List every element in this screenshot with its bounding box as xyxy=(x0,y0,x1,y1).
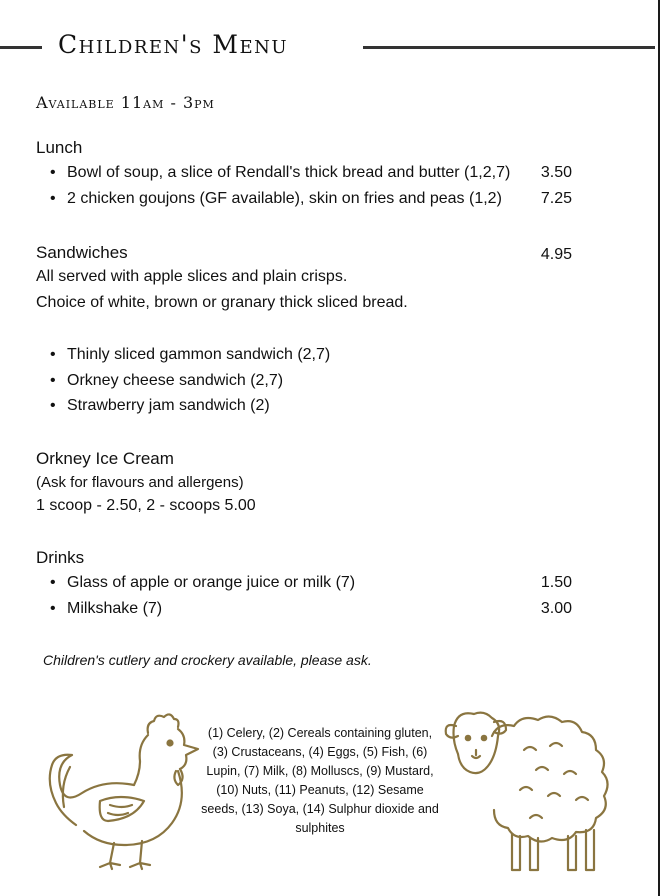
lunch-item-price: 7.25 xyxy=(540,190,572,207)
icecream-prices: 1 scoop - 2.50, 2 - scoops 5.00 xyxy=(36,497,256,514)
sandwiches-description: All served with apple slices and plain crisps. xyxy=(36,268,348,285)
title-rule-right xyxy=(363,46,655,49)
icecream-heading: Orkney Ice Cream xyxy=(36,449,174,468)
drink-item-price: 1.50 xyxy=(540,574,572,591)
drinks-heading: Drinks xyxy=(36,548,85,567)
sandwiches-price: 4.95 xyxy=(540,246,572,263)
lunch-item: • 2 chicken goujons (GF available), skin on fries and peas (1,2) xyxy=(50,190,502,207)
drink-item: • Glass of apple or orange juice or milk (7) xyxy=(50,574,356,591)
drink-item: • Milkshake (7) xyxy=(50,600,163,617)
allergen-line: (3) Crustaceans, (4) Eggs, (5) Fish, (6) xyxy=(212,745,428,759)
sandwiches-bread-choice: Choice of white, brown or granary thick sliced bread. xyxy=(36,294,408,311)
sandwich-item: • Orkney cheese sandwich (2,7) xyxy=(50,372,284,389)
allergen-line: (10) Nuts, (11) Peanuts, (12) Sesame xyxy=(216,783,424,797)
allergen-line: sulphites xyxy=(295,821,345,835)
drink-item-price: 3.00 xyxy=(540,600,572,617)
allergen-list xyxy=(190,724,450,838)
lunch-heading: Lunch xyxy=(36,138,83,157)
lunch-item: • Bowl of soup, a slice of Rendall's thick bread and butter (1,2,7) xyxy=(50,164,511,181)
title-rule-left xyxy=(0,46,42,49)
sandwich-item: • Strawberry jam sandwich (2) xyxy=(50,397,270,414)
allergen-line: seeds, (13) Soya, (14) Sulphur dioxide and xyxy=(201,802,439,816)
allergen-line: (1) Celery, (2) Cereals containing gluten, xyxy=(207,726,433,740)
icecream-note: (Ask for flavours and allergens) xyxy=(36,474,244,491)
page-title: Children's Menu xyxy=(58,30,289,59)
allergen-line: Lupin, (7) Milk, (8) Molluscs, (9) Mustard, xyxy=(206,764,434,778)
chicken-illustration-icon xyxy=(30,705,200,875)
sandwich-item: • Thinly sliced gammon sandwich (2,7) xyxy=(50,346,331,363)
cutlery-note: Children's cutlery and crockery available, please ask. xyxy=(43,652,372,668)
sheep-illustration-icon xyxy=(440,700,640,880)
sandwiches-heading: Sandwiches xyxy=(36,243,128,262)
availability-hours: Available 11am - 3pm xyxy=(36,93,215,112)
lunch-item-price: 3.50 xyxy=(540,164,572,181)
